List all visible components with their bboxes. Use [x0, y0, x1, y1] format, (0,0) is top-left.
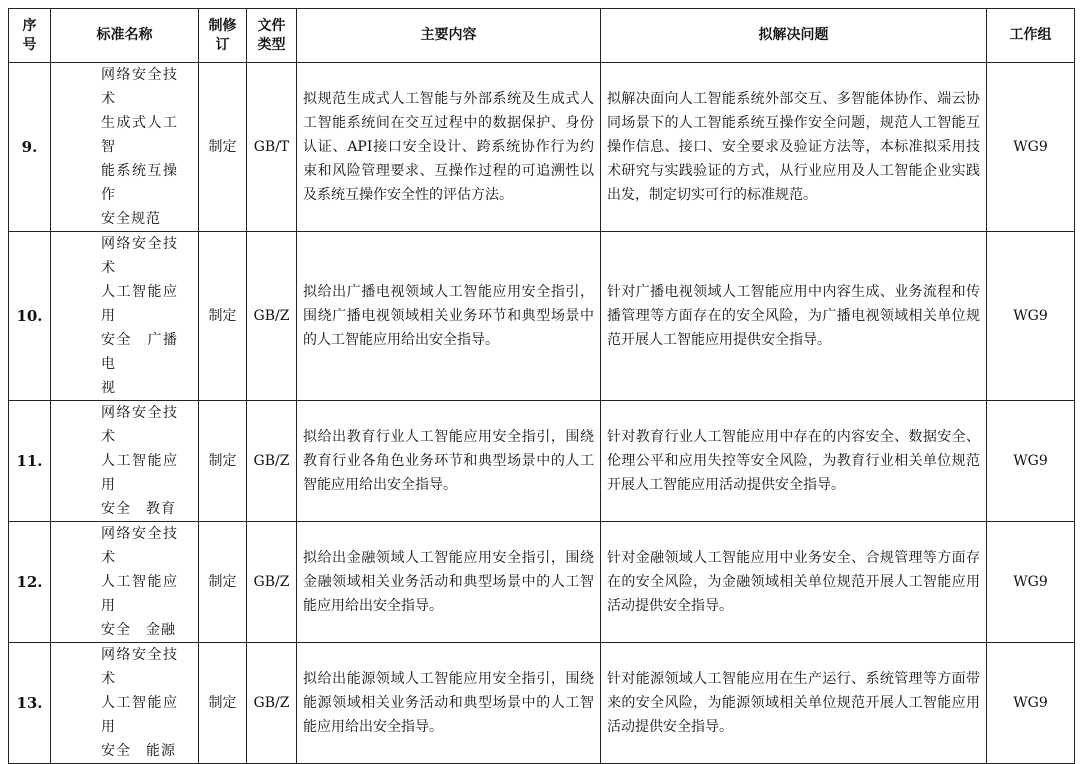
header-problem: 拟解决问题	[601, 9, 987, 63]
problem-cell: 针对教育行业人工智能应用中存在的内容安全、数据安全、伦理公平和应用失控等安全风险，为教育行业相关单位规范开展人工智能应用活动提供安全指导。	[601, 401, 987, 522]
table-row	[9, 643, 1075, 764]
row-number: 13.	[9, 643, 51, 764]
row-number: 10.	[9, 232, 51, 401]
table-row	[9, 63, 1075, 232]
header-revision: 制修 订	[199, 9, 247, 63]
row-number: 9.	[9, 63, 51, 232]
row-number: 12.	[9, 522, 51, 643]
problem-cell: 拟解决面向人工智能系统外部交互、多智能体协作、端云协同场景下的人工智能系统互操作安全问题，规范人工智能互操作信息、接口、安全要求及验证方法等，本标准拟采用技术研究与实践验证的方式，从行业应用及人工智能企业实践出发，制定切实可行的标准规范。	[601, 63, 987, 232]
doc-type-cell: GB/Z	[247, 232, 297, 401]
table-row	[9, 232, 1075, 401]
doc-type-cell: GB/Z	[247, 643, 297, 764]
group-cell: WG9	[987, 232, 1075, 401]
header-name: 标准名称	[51, 9, 199, 63]
revision-cell: 制定	[199, 401, 247, 522]
revision-cell: 制定	[199, 522, 247, 643]
doc-type-cell: GB/Z	[247, 401, 297, 522]
content-cell: 拟给出金融领域人工智能应用安全指引，围绕金融领域相关业务活动和典型场景中的人工智能应用给出安全指导。	[297, 522, 601, 643]
standard-name: 网络安全技术 人工智能应用 安全 教育	[51, 401, 199, 522]
revision-cell: 制定	[199, 232, 247, 401]
problem-cell: 针对金融领域人工智能应用中业务安全、合规管理等方面存在的安全风险，为金融领域相关单位规范开展人工智能应用活动提供安全指导。	[601, 522, 987, 643]
content-cell: 拟规范生成式人工智能与外部系统及生成式人工智能系统间在交互过程中的数据保护、身份认证、API接口安全设计、跨系统协作行为约束和风险管理要求、互操作过程的可追溯性以及系统互操作安全性的评估方法。	[297, 63, 601, 232]
content-cell: 拟给出能源领域人工智能应用安全指引，围绕能源领域相关业务活动和典型场景中的人工智能应用给出安全指导。	[297, 643, 601, 764]
revision-cell: 制定	[199, 63, 247, 232]
doc-type-cell: GB/Z	[247, 522, 297, 643]
header-doc-type: 文件 类型	[247, 9, 297, 63]
row-number: 11.	[9, 401, 51, 522]
revision-cell: 制定	[199, 643, 247, 764]
content-cell: 拟给出教育行业人工智能应用安全指引，围绕教育行业各角色业务环节和典型场景中的人工智能应用给出安全指导。	[297, 401, 601, 522]
header-row	[9, 9, 1075, 63]
standard-name: 网络安全技术 人工智能应用 安全 金融	[51, 522, 199, 643]
standards-table	[8, 8, 1075, 764]
group-cell: WG9	[987, 63, 1075, 232]
doc-type-cell: GB/T	[247, 63, 297, 232]
standards-table-container	[8, 8, 1075, 764]
content-cell: 拟给出广播电视领域人工智能应用安全指引，围绕广播电视领域相关业务环节和典型场景中的人工智能应用给出安全指导。	[297, 232, 601, 401]
problem-cell: 针对广播电视领域人工智能应用中内容生成、业务流程和传播管理等方面存在的安全风险，为广播电视领域相关单位规范开展人工智能应用提供安全指导。	[601, 232, 987, 401]
standard-name: 网络安全技术 生成式人工智 能系统互操作 安全规范	[51, 63, 199, 232]
header-content: 主要内容	[297, 9, 601, 63]
table-row	[9, 401, 1075, 522]
problem-cell: 针对能源领域人工智能应用在生产运行、系统管理等方面带来的安全风险，为能源领域相关单位规范开展人工智能应用活动提供安全指导。	[601, 643, 987, 764]
header-group: 工作组	[987, 9, 1075, 63]
standard-name: 网络安全技术 人工智能应用 安全 能源	[51, 643, 199, 764]
table-row	[9, 522, 1075, 643]
header-no: 序 号	[9, 9, 51, 63]
group-cell: WG9	[987, 643, 1075, 764]
standard-name: 网络安全技术 人工智能应用 安全 广播电 视	[51, 232, 199, 401]
group-cell: WG9	[987, 401, 1075, 522]
group-cell: WG9	[987, 522, 1075, 643]
